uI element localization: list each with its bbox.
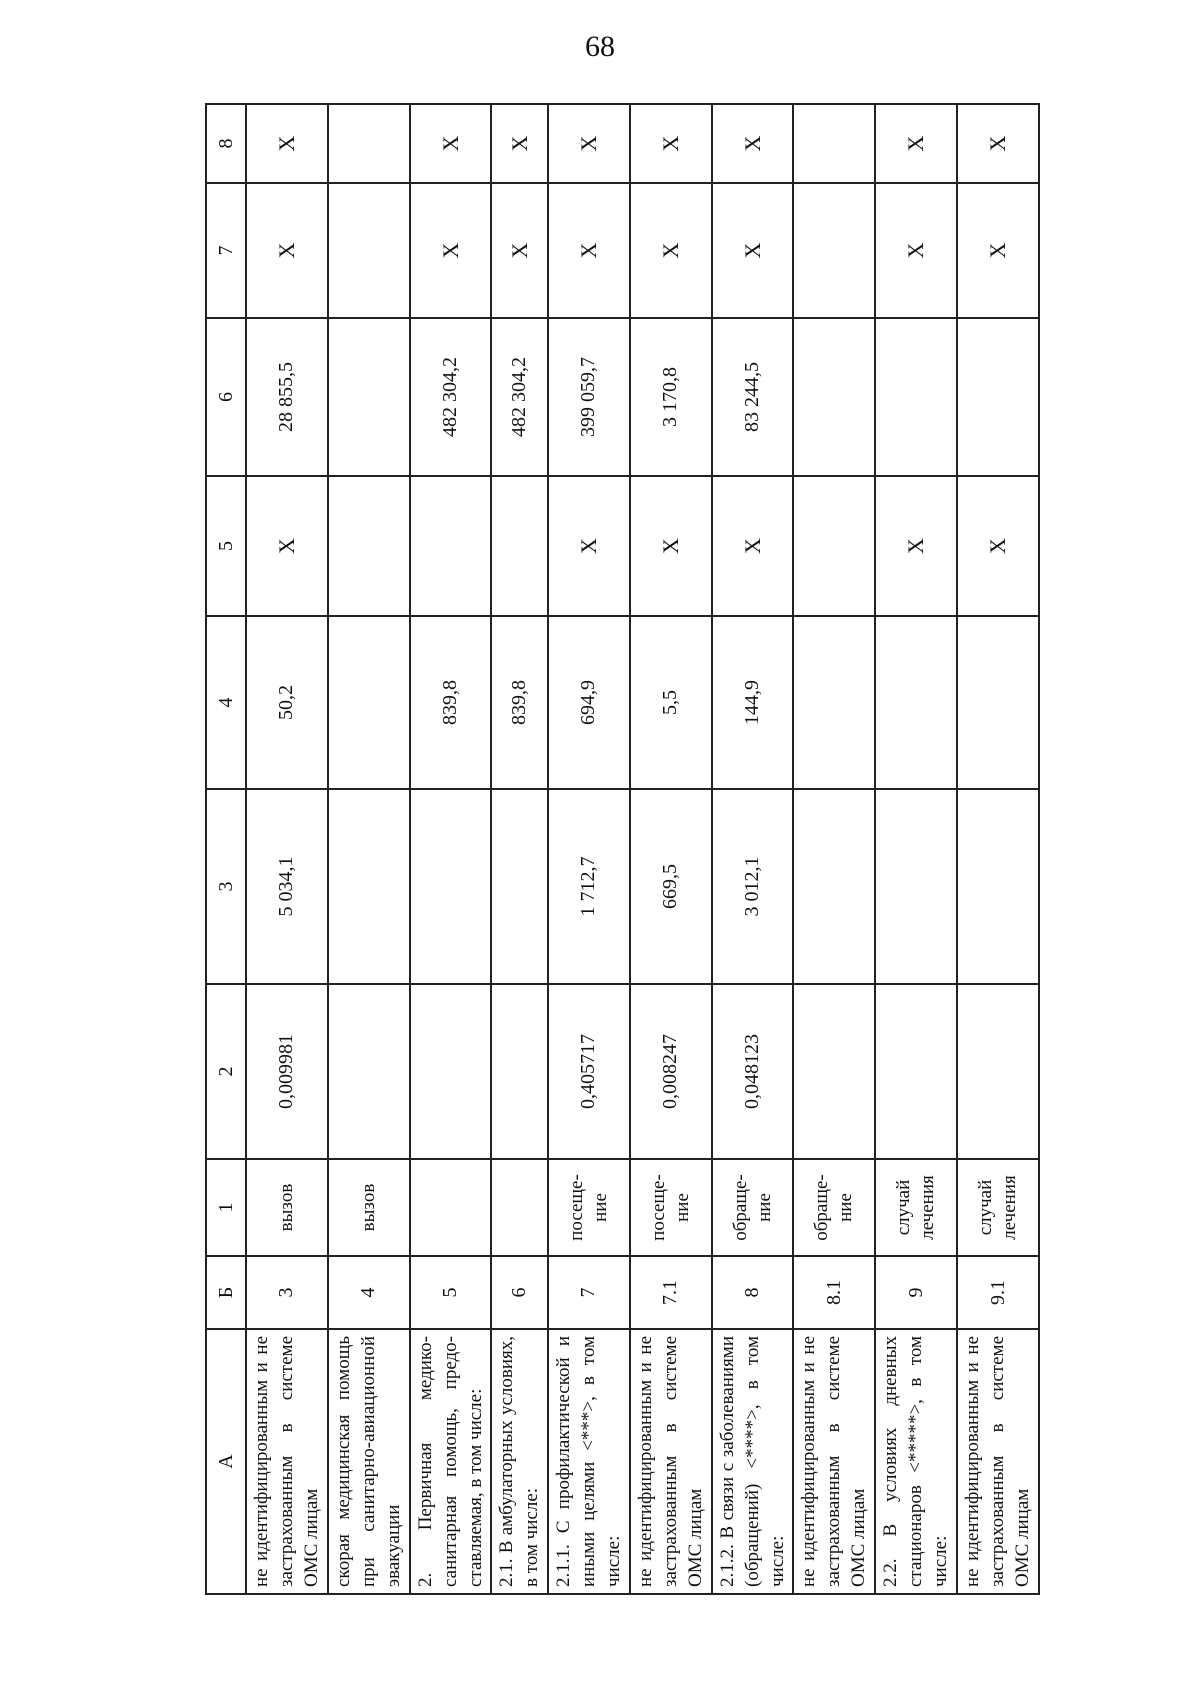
cell-col-7: Х (630, 183, 712, 318)
row-unit (410, 1159, 492, 1256)
cell-col-5: Х (957, 476, 1039, 616)
rotation-frame (205, 105, 1040, 1595)
cell-col-5: Х (246, 476, 328, 616)
page-number: 68 (585, 30, 615, 63)
row-unit: случай лечения (875, 1159, 957, 1256)
row-unit: посеще-ние (630, 1159, 712, 1256)
cell-col-7 (793, 183, 875, 318)
row-unit: обраще-ние (793, 1159, 875, 1256)
rotated-table-container (205, 105, 1040, 1595)
cell-col-8: Х (491, 104, 548, 183)
row-label: не идентифицированным и не застрахованным в системе ОМС лицам (957, 1329, 1039, 1594)
cell-col-2 (793, 984, 875, 1159)
cell-col-3 (328, 789, 410, 984)
data-table (205, 103, 1040, 1595)
cell-col-5: Х (875, 476, 957, 616)
cell-col-3 (875, 789, 957, 984)
row-label: не идентифицированным и не застрахованным в системе ОМС лицам (246, 1329, 328, 1594)
cell-col-3 (491, 789, 548, 984)
header-cell-3: 3 (206, 789, 246, 984)
cell-col-2: 0,048123 (712, 984, 794, 1159)
table-row (875, 104, 957, 1594)
cell-col-5 (491, 476, 548, 616)
cell-col-3: 1 712,7 (548, 789, 630, 984)
row-code: 6 (491, 1256, 548, 1329)
cell-col-8 (328, 104, 410, 183)
cell-col-7: Х (957, 183, 1039, 318)
cell-col-3 (957, 789, 1039, 984)
table-row (630, 104, 712, 1594)
cell-col-8: Х (548, 104, 630, 183)
table-row (491, 104, 548, 1594)
cell-col-6 (957, 318, 1039, 476)
row-unit: вызов (246, 1159, 328, 1256)
cell-col-2 (410, 984, 492, 1159)
row-code: 7 (548, 1256, 630, 1329)
cell-col-4 (793, 616, 875, 789)
header-cell-4: 4 (206, 616, 246, 789)
cell-col-7 (328, 183, 410, 318)
cell-col-3: 5 034,1 (246, 789, 328, 984)
row-label: 2.2. В условиях дневных стационаров <*****>, в том числе: (875, 1329, 957, 1594)
table-row (246, 104, 328, 1594)
cell-col-2 (328, 984, 410, 1159)
cell-col-5 (793, 476, 875, 616)
table-row (328, 104, 410, 1594)
row-unit: вызов (328, 1159, 410, 1256)
cell-col-8: Х (410, 104, 492, 183)
row-label: 2.1.1. С профилактической и иными целями <***>, в том числе: (548, 1329, 630, 1594)
cell-col-4: 839,8 (491, 616, 548, 789)
cell-col-7: Х (712, 183, 794, 318)
cell-col-6: 83 244,5 (712, 318, 794, 476)
cell-col-6 (793, 318, 875, 476)
table-body (246, 104, 1039, 1594)
row-label: не идентифицированным и не застрахованным в системе ОМС лицам (793, 1329, 875, 1594)
cell-col-7: Х (548, 183, 630, 318)
header-row (206, 104, 246, 1594)
row-unit (491, 1159, 548, 1256)
cell-col-2: 0,009981 (246, 984, 328, 1159)
cell-col-3: 3 012,1 (712, 789, 794, 984)
cell-col-8: Х (712, 104, 794, 183)
cell-col-2: 0,008247 (630, 984, 712, 1159)
cell-col-2 (491, 984, 548, 1159)
table-row (548, 104, 630, 1594)
row-code: 9 (875, 1256, 957, 1329)
cell-col-5: Х (630, 476, 712, 616)
table-row (793, 104, 875, 1594)
cell-col-8: Х (875, 104, 957, 183)
cell-col-7: Х (491, 183, 548, 318)
cell-col-2 (957, 984, 1039, 1159)
header-cell-7: 7 (206, 183, 246, 318)
cell-col-4: 694,9 (548, 616, 630, 789)
header-cell-b: Б (206, 1256, 246, 1329)
cell-col-2 (875, 984, 957, 1159)
cell-col-6: 482 304,2 (491, 318, 548, 476)
cell-col-6 (328, 318, 410, 476)
row-unit: обраще-ние (712, 1159, 794, 1256)
cell-col-6 (875, 318, 957, 476)
cell-col-7: Х (246, 183, 328, 318)
header-cell-a: А (206, 1329, 246, 1594)
cell-col-4: 5,5 (630, 616, 712, 789)
header-cell-6: 6 (206, 318, 246, 476)
row-unit: посеще-ние (548, 1159, 630, 1256)
cell-col-8 (793, 104, 875, 183)
header-cell-8: 8 (206, 104, 246, 183)
row-code: 5 (410, 1256, 492, 1329)
cell-col-7: Х (410, 183, 492, 318)
cell-col-8: Х (630, 104, 712, 183)
header-cell-2: 2 (206, 984, 246, 1159)
header-cell-5: 5 (206, 476, 246, 616)
cell-col-4: 50,2 (246, 616, 328, 789)
cell-col-4: 144,9 (712, 616, 794, 789)
cell-col-3 (793, 789, 875, 984)
cell-col-4 (875, 616, 957, 789)
cell-col-4 (328, 616, 410, 789)
row-code: 8 (712, 1256, 794, 1329)
cell-col-5: Х (548, 476, 630, 616)
table-row (957, 104, 1039, 1594)
header-cell-1: 1 (206, 1159, 246, 1256)
cell-col-6: 28 855,5 (246, 318, 328, 476)
row-code: 3 (246, 1256, 328, 1329)
cell-col-2: 0,405717 (548, 984, 630, 1159)
row-label: не идентифицированным и не застрахованным в системе ОМС лицам (630, 1329, 712, 1594)
cell-col-8: Х (246, 104, 328, 183)
row-unit: случай лечения (957, 1159, 1039, 1256)
row-label: скорая медицинская помощь при санитарно-авиационной эвакуации (328, 1329, 410, 1594)
row-code: 7.1 (630, 1256, 712, 1329)
row-code: 8.1 (793, 1256, 875, 1329)
table-row (712, 104, 794, 1594)
cell-col-5 (410, 476, 492, 616)
cell-col-4 (957, 616, 1039, 789)
cell-col-8: Х (957, 104, 1039, 183)
cell-col-6: 3 170,8 (630, 318, 712, 476)
table-row (410, 104, 492, 1594)
row-code: 9.1 (957, 1256, 1039, 1329)
cell-col-3 (410, 789, 492, 984)
row-code: 4 (328, 1256, 410, 1329)
cell-col-5 (328, 476, 410, 616)
cell-col-6: 399 059,7 (548, 318, 630, 476)
row-label: 2.1.2. В связи с заболеваниями (обращений) <****>, в том числе: (712, 1329, 794, 1594)
cell-col-5: Х (712, 476, 794, 616)
cell-col-3: 669,5 (630, 789, 712, 984)
cell-col-4: 839,8 (410, 616, 492, 789)
row-label: 2.1. В амбулаторных условиях, в том числе: (491, 1329, 548, 1594)
cell-col-6: 482 304,2 (410, 318, 492, 476)
row-label: 2. Первичная медико-санитарная помощь, предо-ставляемая, в том числе: (410, 1329, 492, 1594)
cell-col-7: Х (875, 183, 957, 318)
